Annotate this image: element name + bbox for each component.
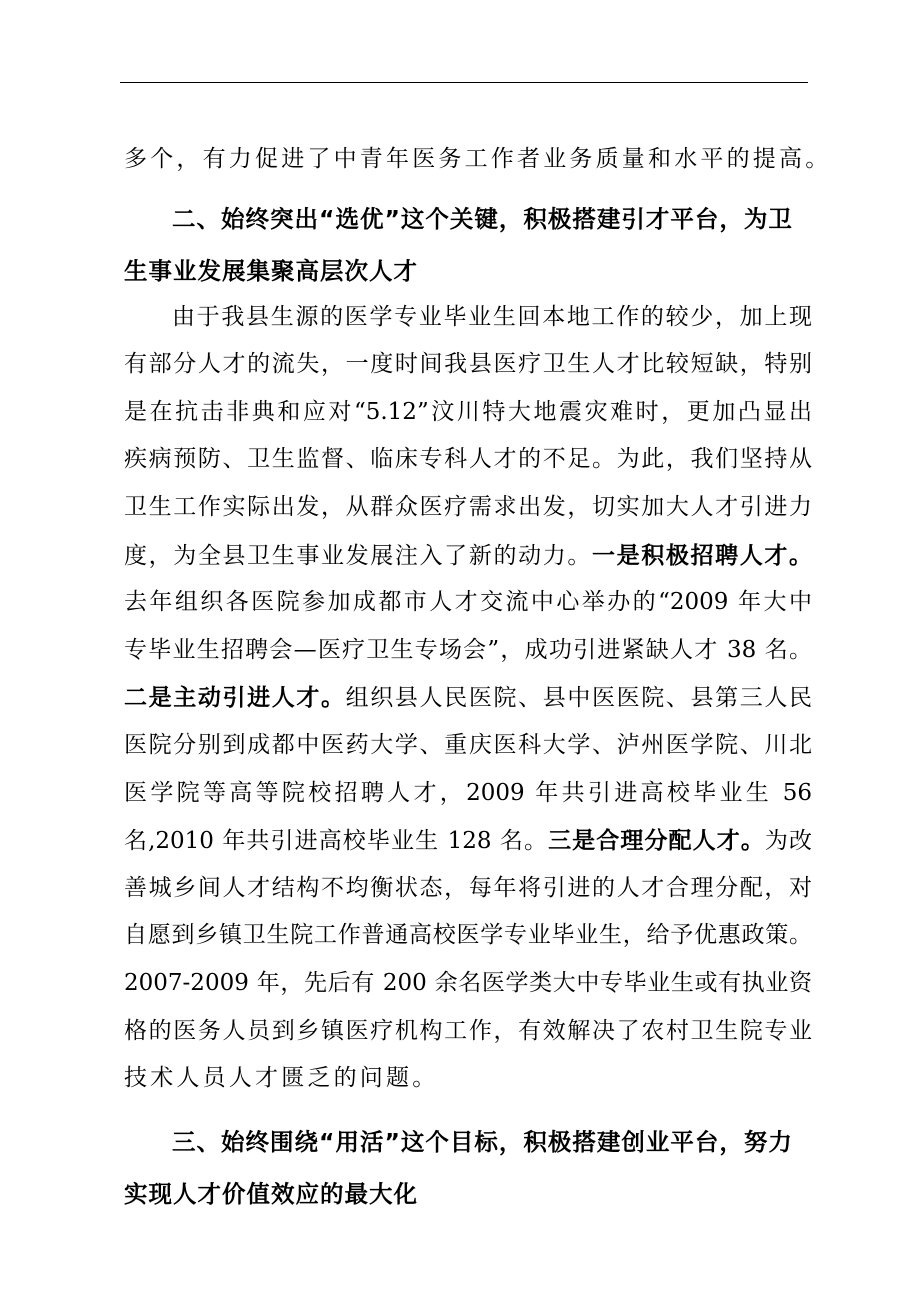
paragraph-line-9 bbox=[124, 674, 812, 722]
paragraph-line-5: 卫生工作实际出发，从群众医疗需求出发，切实加大人才引进力 bbox=[124, 493, 812, 520]
paragraph-line-10: 医院分别到成都中医药大学、重庆医科大学、泸州医学院、川北 bbox=[124, 731, 812, 758]
paragraph-line-14: 自愿到乡镇卫生院工作普通高校医学专业毕业生，给予优惠政策。 bbox=[124, 922, 812, 949]
paragraph-text: 名,2010 年共引进高校毕业生 128 名。 bbox=[124, 828, 549, 855]
paragraph-line-17: 技术人员人才匮乏的问题。 bbox=[124, 1065, 439, 1092]
paragraph-text: 组织县人民医院、县中医医院、县第三人民 bbox=[345, 685, 813, 712]
paragraph-line-11: 医学院等高等院校招聘人才，2009 年共引进高校毕业生 56 bbox=[124, 779, 812, 806]
paragraph-line-8: 专毕业生招聘会—医疗卫生专场会”，成功引进紧缺人才 38 名。 bbox=[124, 636, 812, 663]
bold-point-3: 三是合理分配人才。 bbox=[548, 827, 765, 855]
section-2-heading-line-1: 二、始终突出“选优”这个关键，积极搭建引才平台，为卫 bbox=[172, 204, 793, 233]
header-rule bbox=[120, 82, 808, 83]
paragraph-line-12 bbox=[124, 817, 812, 865]
section-3-heading-line-1: 三、始终围绕“用活”这个目标，积极搭建创业平台，努力 bbox=[172, 1127, 793, 1156]
paragraph-text: 为改 bbox=[764, 828, 813, 855]
section-2-heading-line-2: 生事业发展集聚高层次人才 bbox=[124, 256, 418, 285]
paragraph-line-16: 格的医务人员到乡镇医疗机构工作，有效解决了农村卫生院专业 bbox=[124, 1017, 812, 1044]
paragraph-line-13: 善城乡间人才结构不均衡状态，每年将引进的人才合理分配，对 bbox=[124, 874, 812, 901]
paragraph-line-1: 由于我县生源的医学专业毕业生回本地工作的较少，加上现 bbox=[172, 303, 812, 330]
paragraph-text: 度，为全县卫生事业发展注入了新的动力。 bbox=[124, 542, 592, 569]
section-3-heading-line-2: 实现人才价值效应的最大化 bbox=[124, 1179, 418, 1208]
paragraph-line-2: 有部分人才的流失，一度时间我县医疗卫生人才比较短缺，特别 bbox=[124, 351, 812, 378]
bold-point-1: 一是积极招聘人才。 bbox=[591, 541, 813, 569]
paragraph-line-4: 疾病预防、卫生监督、临床专科人才的不足。为此，我们坚持从 bbox=[124, 446, 812, 473]
intro-line: 多个，有力促进了中青年医务工作者业务质量和水平的提高。 bbox=[124, 146, 832, 172]
document-body bbox=[124, 136, 832, 1217]
bold-point-2: 二是主动引进人才。 bbox=[124, 684, 346, 712]
paragraph-line-6 bbox=[124, 532, 812, 580]
paragraph-line-15: 2007-2009 年，先后有 200 余名医学类大中专毕业生或有执业资 bbox=[124, 969, 812, 996]
paragraph-line-3: 是在抗击非典和应对“5.12”汶川特大地震灾难时，更加凸显出 bbox=[124, 398, 812, 425]
paragraph-line-7: 去年组织各医院参加成都市人才交流中心举办的“2009 年大中 bbox=[124, 589, 812, 616]
